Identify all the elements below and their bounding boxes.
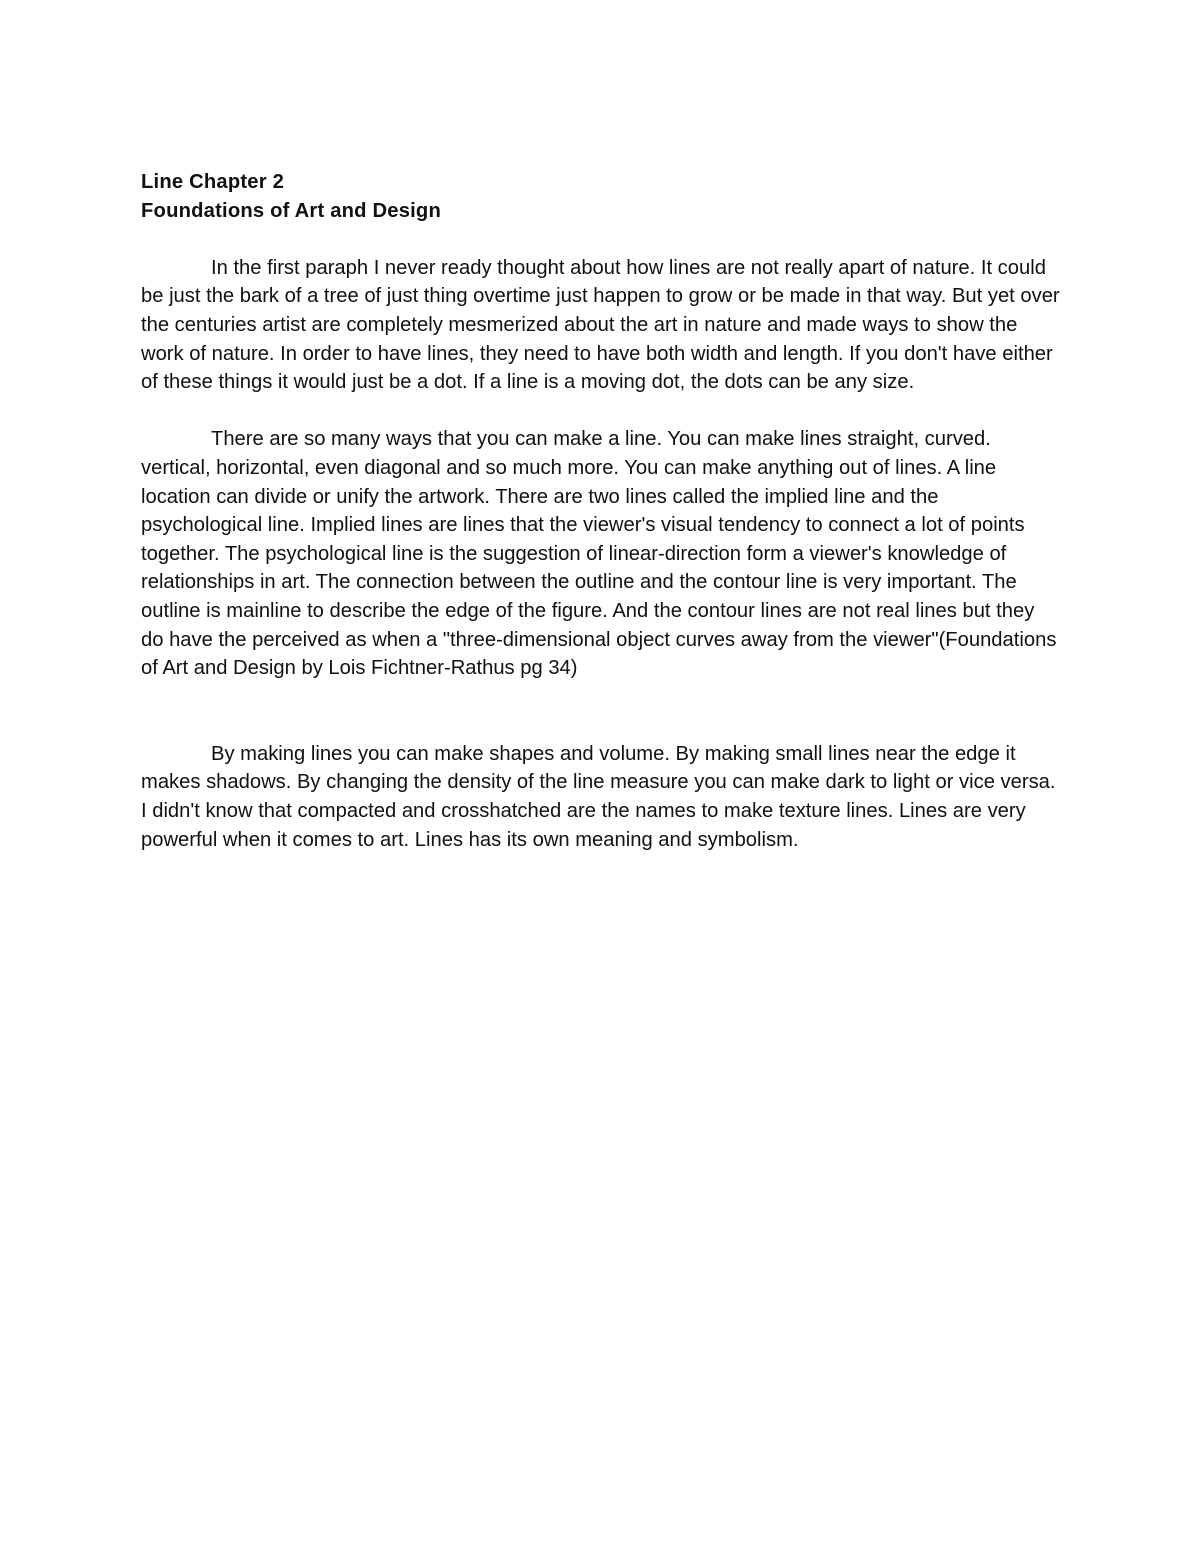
paragraph-2: There are so many ways that you can make a line. You can make lines straight, curved. vertical, horizontal, even diagonal and so much more. You can make anything out of lines. A line location can divide or unify the artwork. There are two lines called the implied line and the psychological line. Implied lines are lines that the viewer's visual tendency to connect a lot of points together. The psychological line is the suggestion of linear-direction form a viewer's knowledge of relationships in art. The connection between the outline and the contour line is very important. The outline is mainline to describe the edge of the figure. And the contour lines are not real lines but they do have the perceived as when a "three-dimensional object curves away from the viewer"(Foundations of Art and Design by Lois Fichtner-Rathus pg 34) [141,428,1057,680]
paragraph-3: By making lines you can make shapes and volume. By making small lines near the edge it makes shadows. By changing the density of the line measure you can make dark to light or vice versa. I didn't know that compacted and crosshatched are the names to make texture lines. Lines are very powerful when it comes to art. Lines has its own meaning and symbolism. [141,742,1056,851]
document-body [141,168,1061,854]
paragraph-1: In the first paraph I never ready thought about how lines are not really apart of nature. It could be just the bark of a tree of just thing overtime just happen to grow or be made in that way. But yet over the centuries artist are completely mesmerized about the art in nature and made ways to show the work of nature. In order to have lines, they need to have both width and length. If you don't have either of these things it would just be a dot. If a line is a moving dot, the dots can be any size. [141,256,1060,394]
document-subtitle: Foundations of Art and Design [141,199,441,222]
document-title: Line Chapter 2 [141,171,285,193]
